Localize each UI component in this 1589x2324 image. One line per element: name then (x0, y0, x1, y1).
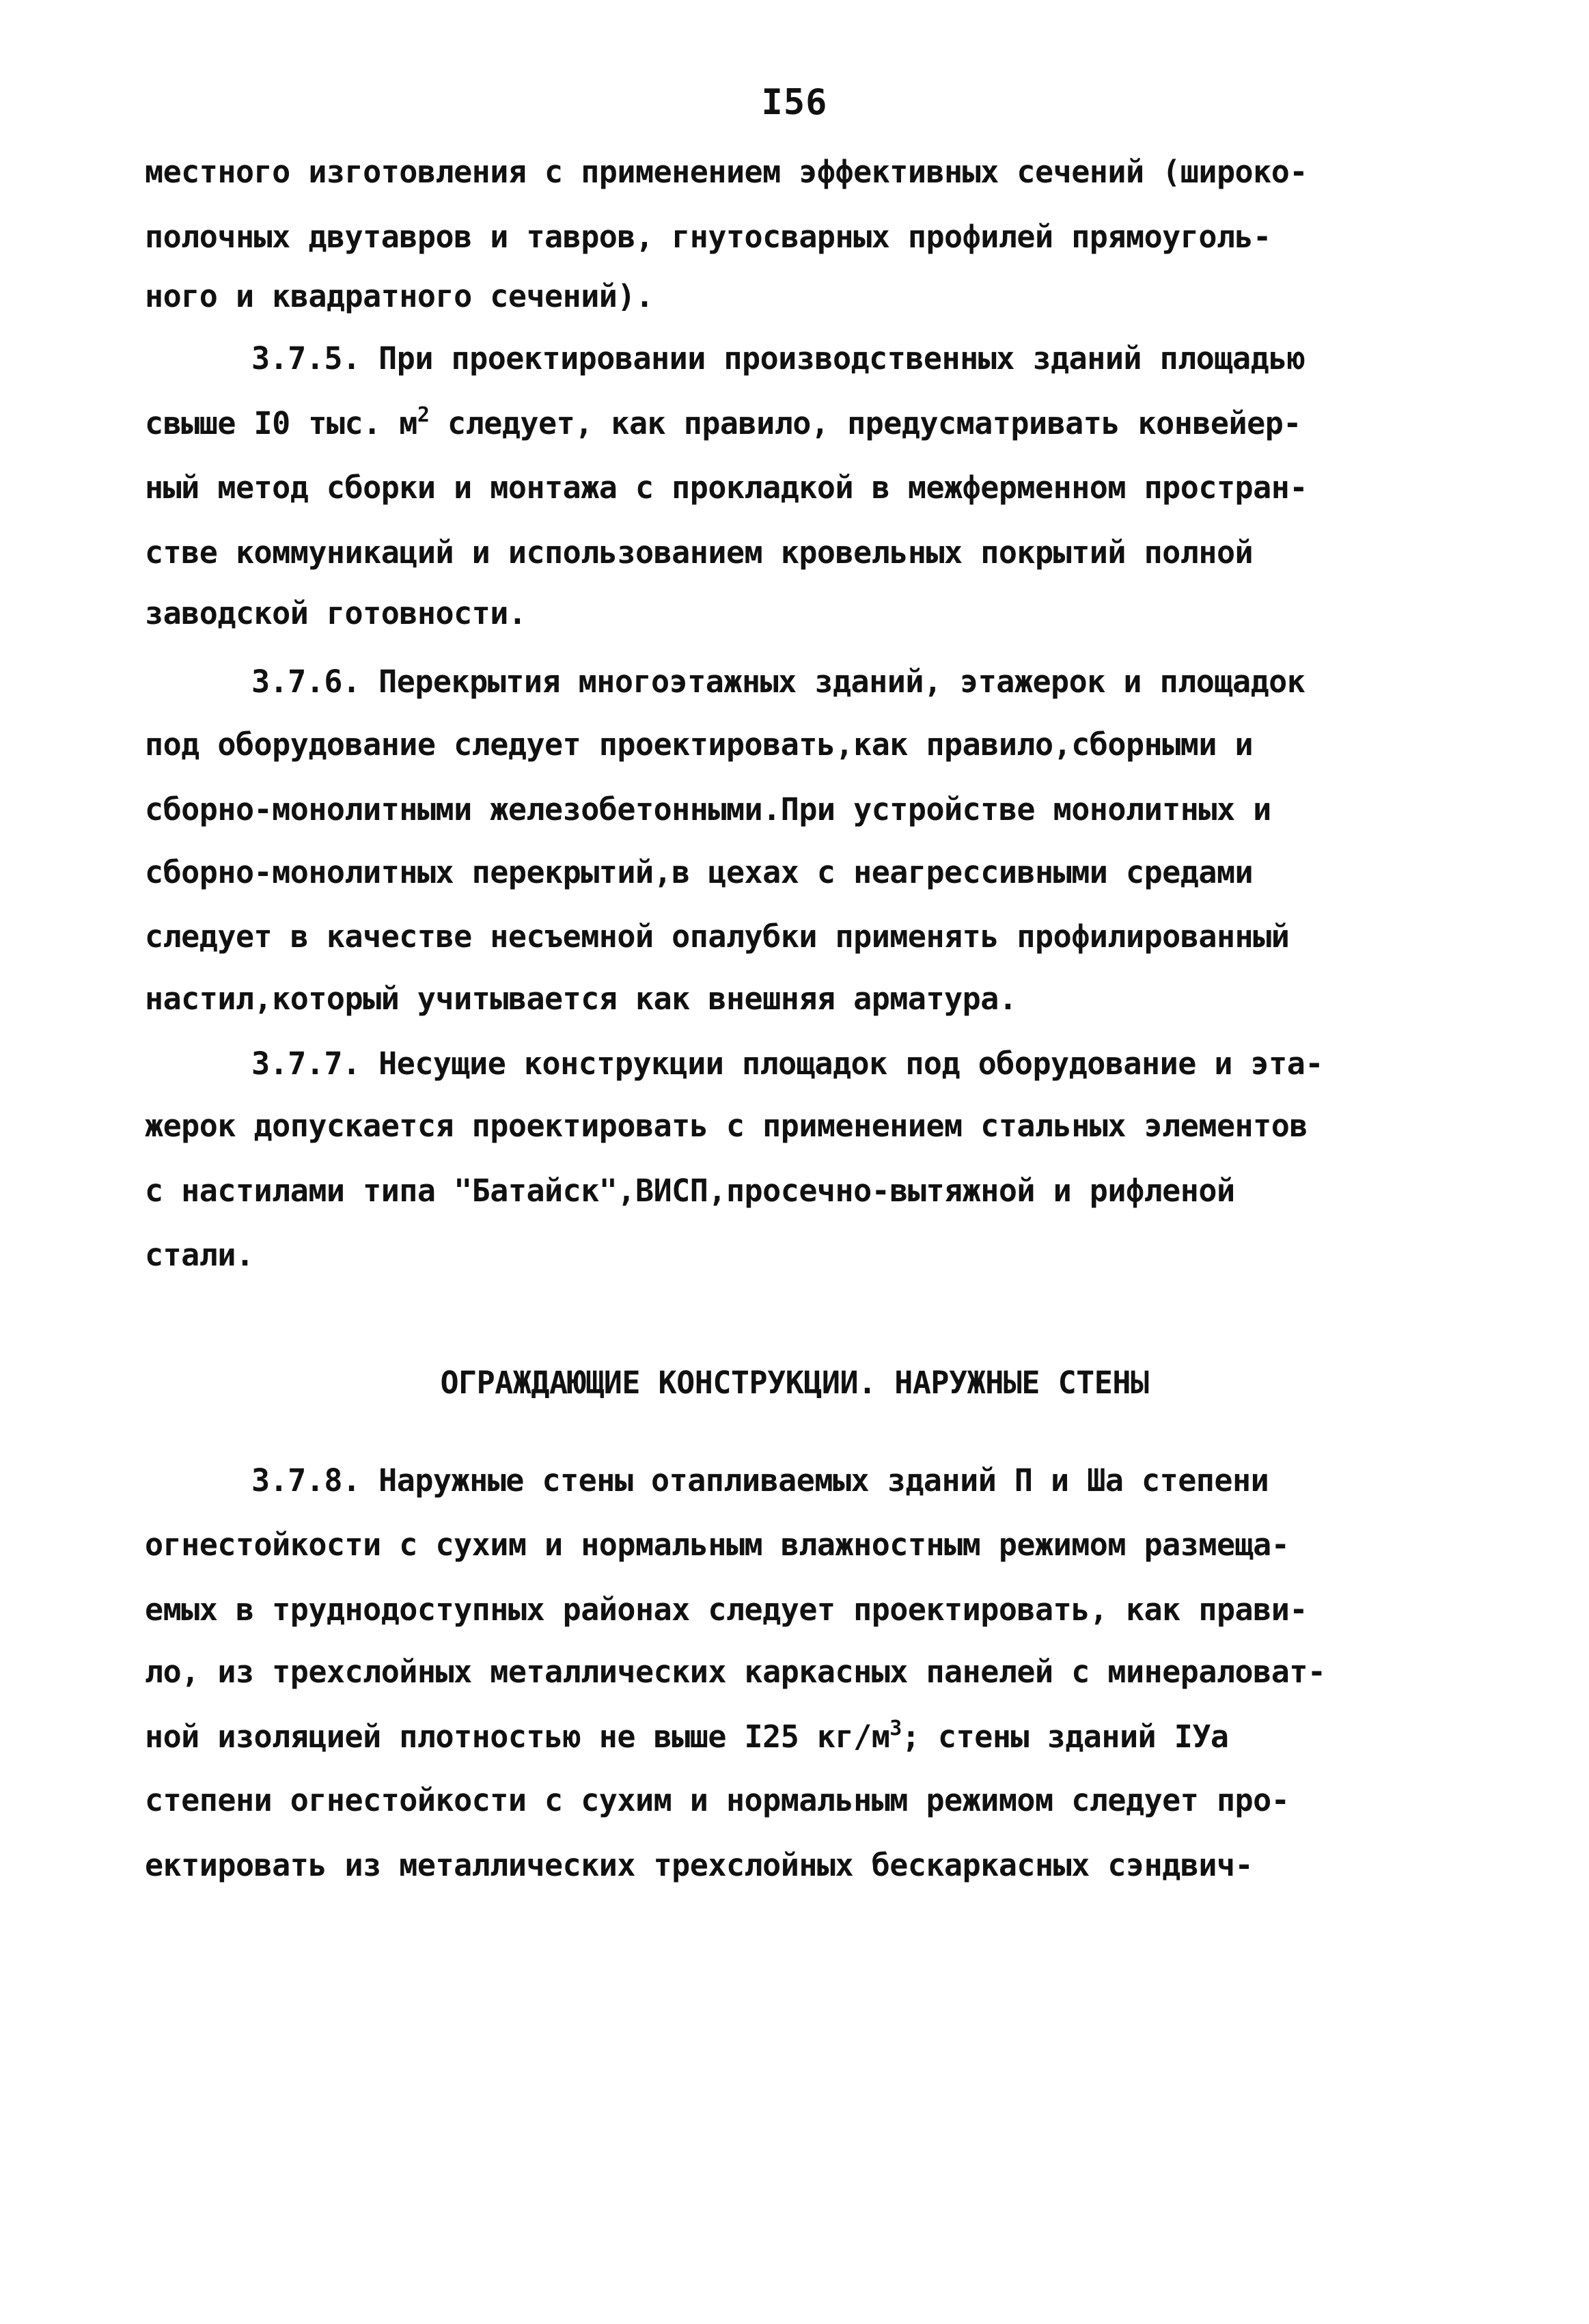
text-line: заводской готовности. (145, 595, 527, 631)
superscript: 3 (889, 1717, 902, 1740)
text-line: степени огнестойкости с сухим и нормальным режимом следует про- (145, 1782, 1290, 1818)
section-heading: ОГРАЖДАЮЩИЕ КОНСТРУКЦИИ. НАРУЖНЫЕ СТЕНЫ (440, 1365, 1149, 1401)
text-fragment: ; стены зданий IУа (901, 1719, 1229, 1755)
text-line: стали. (145, 1237, 254, 1273)
page-number: I56 (761, 82, 828, 123)
text-line: ло, из трехслойных металлических каркасных панелей с минераловат- (145, 1654, 1326, 1690)
text-line: настил,который учитывается как внешняя арматура. (145, 981, 1017, 1017)
text-line: жерок допускается проектировать с применением стальных элементов (145, 1108, 1308, 1144)
text-line: сборно-монолитными железобетонными.При устройстве монолитных и (145, 791, 1271, 828)
text-line: местного изготовления с применением эффективных сечений (широко- (145, 154, 1308, 190)
paragraph-3-7-7-start: 3.7.7. Несущие конструкции площадок под оборудование и эта- (251, 1045, 1323, 1082)
text-line: огнестойкости с сухим и нормальным влажностным режимом размеща- (145, 1527, 1290, 1563)
text-line: ный метод сборки и монтажа с прокладкой в межферменном простран- (145, 469, 1308, 506)
text-line: стве коммуникаций и использованием кровельных покрытий полной (145, 534, 1254, 571)
text-fragment: следует, как правило, предусматривать конвейер- (429, 405, 1301, 441)
text-fragment: свыше I0 тыс. м (145, 405, 417, 441)
text-fragment: ной изоляцией плотностью не выше I25 кг/м (145, 1719, 890, 1755)
text-line: под оборудование следует проектировать,как правило,сборными и (145, 726, 1254, 763)
text-line (145, 1717, 1484, 1758)
text-line: ного и квадратного сечений). (145, 278, 654, 314)
text-line: ектировать из металлических трехслойных бескаркасных сэндвич- (145, 1847, 1254, 1883)
text-line: сборно-монолитных перекрытий,в цехах с неагрессивными средами (145, 854, 1254, 890)
text-line: с настилами типа "Батайск",ВИСП,просечно-вытяжной и рифленой (145, 1173, 1235, 1209)
text-line: полочных двутавров и тавров, гнутосварных профилей прямоуголь- (145, 219, 1271, 255)
superscript: 2 (417, 403, 430, 427)
text-line: емых в труднодоступных районах следует проектировать, как прави- (145, 1591, 1308, 1628)
text-line: следует в качестве несъемной опалубки применять профилированный (145, 918, 1290, 955)
paragraph-3-7-6-start: 3.7.6. Перекрытия многоэтажных зданий, этажерок и площадок (251, 664, 1305, 700)
paragraph-3-7-5-start: 3.7.5. При проектировании производственных зданий площадью (251, 340, 1305, 377)
paragraph-3-7-8-start: 3.7.8. Наружные стены отапливаемых зданий П и Шa степени (251, 1462, 1269, 1499)
text-line (145, 403, 1484, 444)
